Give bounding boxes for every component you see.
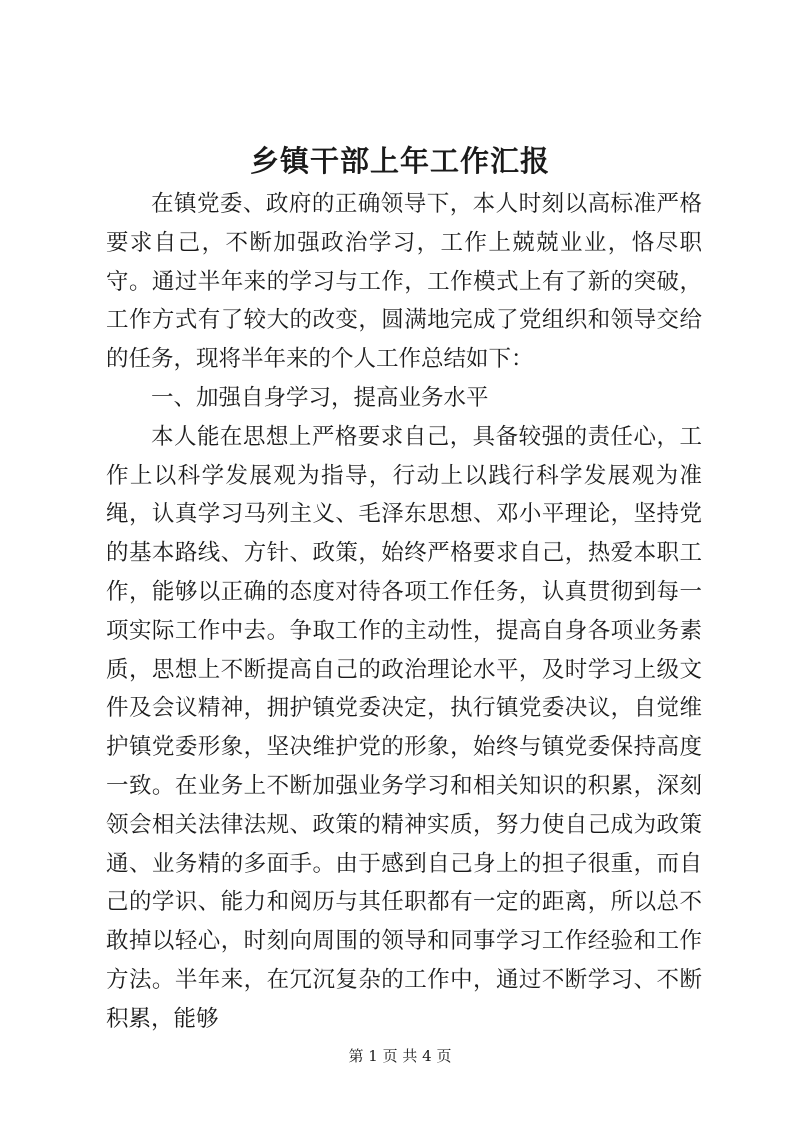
intro-paragraph: 在镇党委、政府的正确领导下，本人时刻以高标准严格要求自己，不断加强政治学习，工作上兢兢业业，恪尽职守。通过半年来的学习与工作，工作模式上有了新的突破，工作方式有了较大的改变，圆满地完成了党组织和领导交给的任务，现将半年来的个人工作总结如下： [106, 191, 702, 373]
section-heading: 一、加强自身学习，提高业务水平 [151, 384, 489, 411]
section-paragraph: 本人能在思想上严格要求自己，具备较强的责任心，工作上以科学发展观为指导，行动上以践行科学发展观为准绳，认真学习马列主义、毛泽东思想、邓小平理论，坚持党的基本路线、方针、政策，始终严格要求自己，热爱本职工作，能够以正确的态度对待各项工作任务，认真贯彻到每一项实际工作中去。争取工作的主动性，提高自身各项业务素质，思想上不断提高自己的政治理论水平，及时学习上级文件及会议精神，拥护镇党委决定，执行镇党委决议，自觉维护镇党委形象，坚决维护党的形象，始终与镇党委保持高度一致。在业务上不断加强业务学习和相关知识的积累，深刻领会相关法律法规、政策的精神实质，努力使自己成为政策通、业务精的多面手。由于感到自己身上的担子很重，而自己的学识、能力和阅历与其任职都有一定的距离，所以总不敢掉以轻心，时刻向周围的领导和同事学习工作经验和工作方法。半年来，在冗沉复杂的工作中，通过不断学习、不断积累，能够 [106, 423, 702, 1032]
page-footer: 第 1 页 共 4 页 [348, 1047, 452, 1065]
document-title: 乡镇干部上年工作汇报 [249, 144, 550, 178]
document-body [106, 185, 702, 1039]
